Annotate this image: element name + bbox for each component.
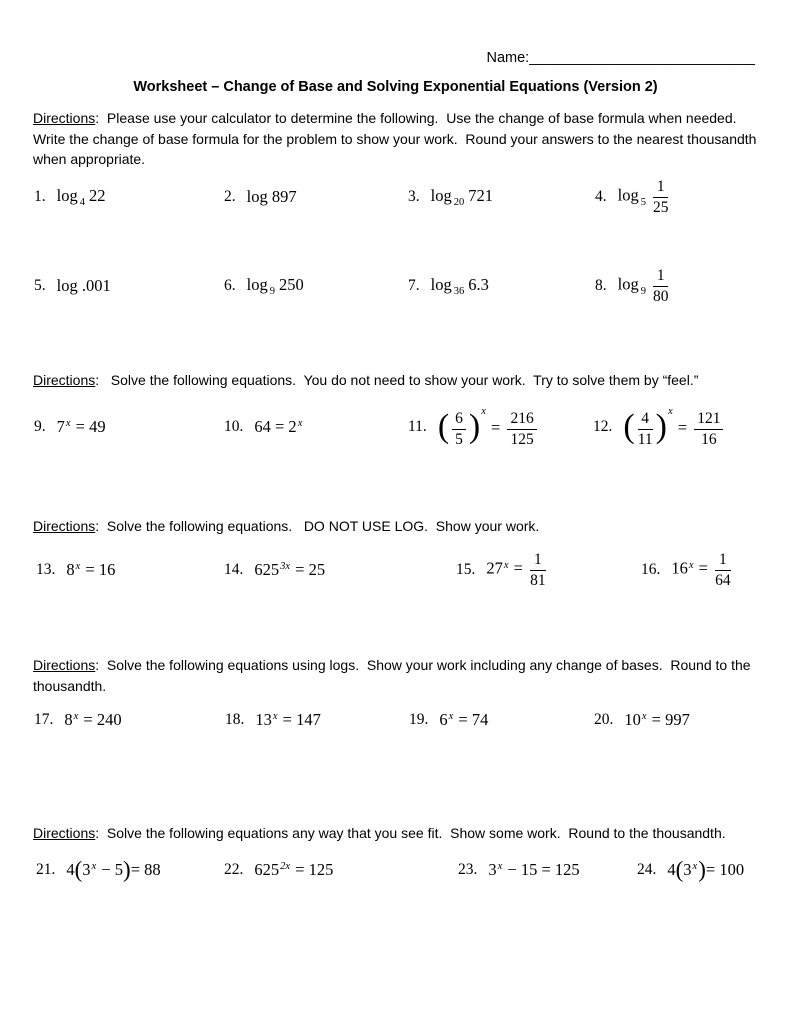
math-text: = 125 <box>291 860 334 879</box>
problem-13 <box>36 536 115 604</box>
directions-4-label: Directions <box>33 657 96 673</box>
math-text: 721 <box>468 186 493 205</box>
problem-expression <box>254 860 333 880</box>
directions-3-text: : Solve the following equations. DO NOT USE LOG. Show your work. <box>95 518 540 534</box>
directions-4-text: : Solve the following equations using logs. Show your work including any change of bases. Round to the thousandth. <box>33 657 755 694</box>
problem-expression <box>618 178 672 216</box>
problem-number: 21. <box>36 861 56 878</box>
math-exponent: x <box>272 711 278 722</box>
math-exponent: x <box>73 711 79 722</box>
directions-1 <box>33 108 761 170</box>
problem-number: 20. <box>594 711 614 728</box>
math-subscript: 4 <box>79 197 85 208</box>
math-text: = 16 <box>81 560 116 579</box>
directions-5-text: : Solve the following equations any way that you see fit. Show some work. Round to the thousandth. <box>95 825 726 841</box>
problem-expression <box>618 267 672 305</box>
directions-1-text: : Please use your calculator to determine the following. Use the change of base formula when needed. Write the change of base formula for the problem to show your work. Round your answers to the nearest thousandth when appropriate. <box>33 110 761 167</box>
problem-number: 16. <box>641 561 661 578</box>
problem-expression <box>624 710 689 730</box>
problem-6 <box>224 252 304 320</box>
problem-row-6 <box>0 836 791 904</box>
directions-2-label: Directions <box>33 372 96 388</box>
fraction-numerator: 1 <box>715 551 731 570</box>
name-label: Name: <box>486 50 530 66</box>
problem-expression <box>247 187 297 207</box>
directions-2 <box>33 370 761 391</box>
math-text: log <box>430 186 452 205</box>
math-exponent: x <box>667 405 673 417</box>
math-exponent: x <box>641 711 647 722</box>
math-text: = 240 <box>79 710 122 729</box>
problem-22 <box>224 836 333 904</box>
math-subscript: 5 <box>640 196 646 208</box>
problem-4 <box>595 163 671 231</box>
fraction-numerator: 121 <box>694 410 723 429</box>
directions-5-label: Directions <box>33 825 96 841</box>
math-subscript: 36 <box>453 286 465 297</box>
fraction-numerator: 1 <box>653 267 669 286</box>
math-text: 7 <box>56 417 65 436</box>
fraction-numerator: 6 <box>452 410 466 429</box>
math-text: 625 <box>254 560 280 579</box>
problem-3 <box>408 163 493 231</box>
problem-number: 8. <box>595 277 607 294</box>
fraction-denominator: 5 <box>455 430 463 448</box>
math-text: 250 <box>278 275 304 294</box>
problem-expression <box>431 275 489 297</box>
problem-expression <box>255 710 320 730</box>
problem-expression: $4(3^x - 5)= 88$ <box>66 857 161 883</box>
problem-2 <box>224 163 297 231</box>
problem-expression <box>486 551 548 589</box>
math-exponent: x <box>65 418 71 429</box>
math-exponent: x <box>448 711 454 722</box>
math-exponent: x <box>503 559 509 571</box>
fraction-denominator: 16 <box>701 430 717 448</box>
math-text: = <box>486 417 505 437</box>
math-text: log 897 <box>246 187 297 206</box>
math-text: − 5 <box>97 860 124 879</box>
problem-number: 13. <box>36 561 56 578</box>
math-subscript: 20 <box>453 197 465 208</box>
problem-expression <box>57 417 106 437</box>
math-text: 10 <box>624 710 641 729</box>
math-text: log .001 <box>56 276 111 295</box>
math-text: = 997 <box>647 710 690 729</box>
directions-2-text: : Solve the following equations. You do not need to show your work. Try to solve them by “feel.” <box>95 372 699 388</box>
math-exponent: x <box>91 861 97 872</box>
math-fraction <box>507 410 536 448</box>
fraction-denominator: 81 <box>530 571 546 589</box>
problem-expression <box>64 710 121 730</box>
math-text: 27 <box>486 558 503 578</box>
fraction-denominator: 80 <box>652 287 669 305</box>
problem-expression <box>66 560 115 580</box>
problem-number: 10. <box>224 418 244 435</box>
fraction-denominator: 11 <box>637 430 653 448</box>
math-exponent: 2x <box>280 861 291 872</box>
problem-row-4 <box>0 536 791 604</box>
problem-11 <box>408 393 540 461</box>
math-fraction <box>638 410 653 448</box>
math-text: = 147 <box>278 710 321 729</box>
math-text: 8 <box>66 560 75 579</box>
problem-18 <box>225 686 321 754</box>
problem-number: 18. <box>225 711 245 728</box>
math-subscript: 9 <box>640 285 646 297</box>
problem-expression <box>439 710 488 730</box>
problem-number: 9. <box>34 418 46 435</box>
name-blank-line: ____________________________ <box>529 50 755 66</box>
problem-number: 1. <box>34 188 46 205</box>
name-row <box>486 50 755 66</box>
problem-16 <box>641 536 734 604</box>
math-text: = 88 <box>130 860 161 879</box>
math-fraction <box>653 178 669 216</box>
math-text: 16 <box>671 558 688 578</box>
math-text: 8 <box>64 710 73 729</box>
problem-number: 17. <box>34 711 54 728</box>
math-text: − 15 = 125 <box>503 860 580 879</box>
math-text: 13 <box>255 710 272 729</box>
problem-expression <box>254 560 325 580</box>
math-text: 4 <box>66 860 75 879</box>
problem-expression <box>57 276 111 296</box>
problem-8 <box>595 252 671 320</box>
math-text: = 49 <box>71 417 106 436</box>
math-fraction <box>530 551 546 589</box>
math-text: = <box>673 417 692 437</box>
problem-23 <box>458 836 580 904</box>
math-text: log <box>617 274 639 294</box>
math-exponent: x <box>497 861 503 872</box>
math-text: = 25 <box>291 560 326 579</box>
problem-expression: $4(3^x)= 100$ <box>667 857 745 883</box>
math-fraction <box>452 410 466 448</box>
fraction-numerator: 216 <box>507 410 536 429</box>
problem-row-3 <box>0 393 791 461</box>
problem-24 <box>637 836 744 904</box>
math-text: 625 <box>254 860 280 879</box>
problem-expression <box>488 860 579 880</box>
problem-number: 3. <box>408 188 420 205</box>
problem-21 <box>36 836 161 904</box>
math-text: 6 <box>439 710 448 729</box>
math-text: = 74 <box>454 710 489 729</box>
math-exponent: 3x <box>280 561 291 572</box>
directions-1-label: Directions <box>33 110 96 126</box>
problem-number: 5. <box>34 277 46 294</box>
problem-expression <box>431 186 493 208</box>
problem-row-2 <box>0 252 791 320</box>
math-exponent: x <box>692 861 698 872</box>
math-fraction <box>694 410 723 448</box>
problem-7 <box>408 252 489 320</box>
fraction-numerator: 4 <box>638 410 653 429</box>
problem-number: 6. <box>224 277 236 294</box>
problem-20 <box>594 686 690 754</box>
math-text: 22 <box>88 186 106 205</box>
math-text: 64 = 2 <box>254 417 297 436</box>
problem-number: 24. <box>637 861 657 878</box>
fraction-denominator: 25 <box>652 198 669 216</box>
problem-number: 22. <box>224 861 244 878</box>
problem-5 <box>34 252 111 320</box>
math-text: 3 <box>683 860 692 879</box>
math-text: 3 <box>82 860 91 879</box>
math-text: = 100 <box>705 860 745 879</box>
math-exponent: x <box>297 418 303 429</box>
fraction-numerator: 1 <box>653 178 669 197</box>
math-text: = <box>694 558 713 578</box>
problem-10 <box>224 393 303 461</box>
math-text: log <box>246 275 268 294</box>
problem-number: 4. <box>595 188 607 205</box>
problem-number: 7. <box>408 277 420 294</box>
problem-1 <box>34 163 105 231</box>
problem-expression <box>57 186 106 208</box>
math-exponent: x <box>688 559 694 571</box>
fraction-denominator: 64 <box>715 571 731 589</box>
fraction-numerator: 1 <box>530 551 546 570</box>
math-exponent: x <box>481 405 486 417</box>
problem-number: 12. <box>593 418 613 435</box>
directions-3 <box>33 516 761 537</box>
math-fraction <box>715 551 731 589</box>
math-text: 6.3 <box>468 275 489 294</box>
problem-row-1 <box>0 163 791 231</box>
problem-number: 23. <box>458 861 478 878</box>
math-exponent: x <box>75 561 81 572</box>
problem-number: 14. <box>224 561 244 578</box>
problem-14 <box>224 536 325 604</box>
problem-expression <box>254 417 303 437</box>
problem-number: 2. <box>224 188 236 205</box>
problem-12 <box>593 393 726 461</box>
problem-15 <box>456 536 549 604</box>
problem-expression <box>671 551 733 589</box>
math-text: log <box>617 185 639 205</box>
math-text: log <box>430 275 452 294</box>
problem-number: 15. <box>456 561 476 578</box>
math-fraction <box>653 267 669 305</box>
problem-number: 19. <box>409 711 429 728</box>
math-text: 4 <box>667 860 676 879</box>
page-title: Worksheet – Change of Base and Solving Exponential Equations (Version 2) <box>133 79 658 95</box>
problem-17 <box>34 686 122 754</box>
math-text: = <box>509 558 528 578</box>
problem-expression: ( $\frac{6}{5}$ )$^x$ = $\frac{216}{125}$ <box>438 406 540 448</box>
problem-number: 11. <box>408 418 427 435</box>
fraction-denominator: 125 <box>510 430 534 448</box>
problem-19 <box>409 686 488 754</box>
problem-9 <box>34 393 106 461</box>
math-text: log <box>56 186 78 205</box>
problem-expression <box>247 275 304 297</box>
problem-expression: ( $\frac{4}{11}$ )$^x$ = $\frac{121}{16}$ <box>623 406 726 448</box>
math-subscript: 9 <box>269 286 275 297</box>
directions-3-label: Directions <box>33 518 96 534</box>
problem-row-5 <box>0 686 791 754</box>
math-text: 3 <box>488 860 497 879</box>
